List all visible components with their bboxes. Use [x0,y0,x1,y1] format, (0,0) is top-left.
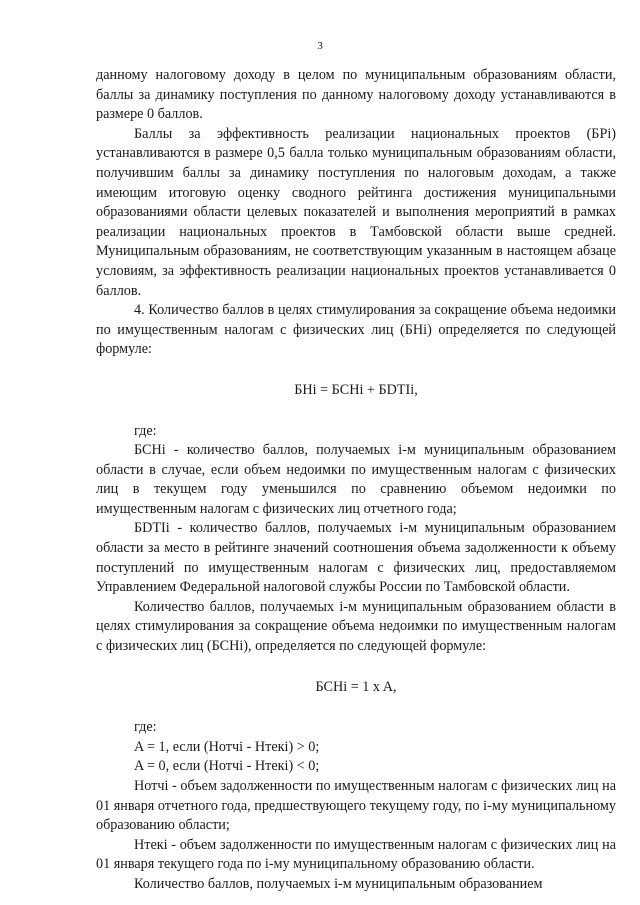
spacer [96,657,616,678]
condition-a-0: A = 0, если (Нотчi - Нтекi) < 0; [134,758,320,775]
paragraph-item-4: 4. Количество баллов в целях стимулирования за сокращение объема недоимки по имущественным налогам с физических лиц (БНi) определяется по следующей формуле: [96,302,616,358]
definition-bsn: БСНi - количество баллов, получаемых i-м муниципальным образованием области в случае, если объем недоимки по имущественным налогам с физических лиц в текущем году уменьшился по сравнению объемом недоимки по имущественным налогам с физических лиц отчетного года; [96,442,616,517]
spacer [96,401,616,422]
where-label: где: [134,422,157,439]
document-body [96,66,616,895]
spacer [96,697,616,718]
spacer [96,360,616,381]
paragraph-next: Количество баллов, получаемых i-м муниципальным образованием [134,875,543,892]
definition-ntek: Нтекi - объем задолженности по имущественным налогам с физических лиц на 01 января текущего года по i-му муниципальному образованию области. [96,836,616,873]
paragraph-national-projects: Баллы за эффективность реализации национальных проектов (БРi) устанавливаются в размере 0,5 балла только муниципальным образованиям области, получившим баллы за динамику поступления по налоговым доходам, а также имеющим итоговую оценку сводного рейтинга достижения муниципальными образованиями области целевых показателей и выполнения мероприятий в рамках реализации национальных проектов в Тамбовской области выше средней. Муниципальным образованиям, не соответствующим указанным в настоящем абзаце условиям, за эффективность реализации национальных проектов устанавливается 0 баллов. [96,125,616,299]
paragraph-continuation: данному налоговому доходу в целом по муниципальным образованиям области, баллы за динамику поступления по данному налоговому доходу устанавливаются в размере 0 баллов. [96,67,616,123]
definition-notch: Нотчi - объем задолженности по имущественным налогам с физических лиц на 01 января отчетного года, предшествующего текущему году, по i-му муниципальному образованию области; [96,778,616,834]
paragraph-bsn-formula-intro: Количество баллов, получаемых i-м муниципальным образованием области в целях стимулирования за сокращение объема недоимки по имущественным налогам с физических лиц (БСНi), определяется по следующей формуле: [96,598,616,655]
page-number: 3 [317,40,323,52]
where-label: где: [134,719,157,736]
formula-bn: БНi = БСНi + БDТIi, [294,381,418,398]
formula-bsn: БСНi = 1 x A, [315,678,397,695]
condition-a-1: A = 1, если (Нотчi - Нтекi) > 0; [134,738,320,755]
definition-bdti: БDТIi - количество баллов, получаемых i-м муниципальным образованием области за место в рейтинге значений соотношения объема задолженности к объему поступлений по имущественным налогам с физических лиц, предоставляемом Управлением Федеральной налоговой службы России по Тамбовской области. [96,520,616,596]
